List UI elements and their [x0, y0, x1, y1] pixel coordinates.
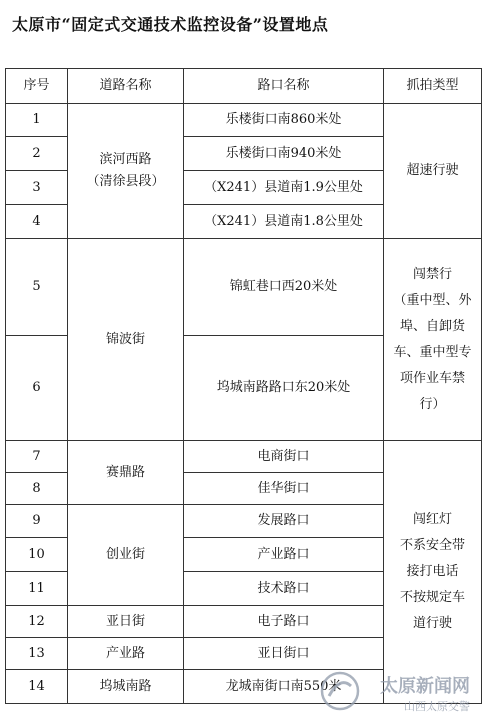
row-intersection: 乐楼街口南860米处 — [184, 104, 384, 137]
table-row — [6, 441, 482, 473]
row-intersection: 产业路口 — [184, 538, 384, 572]
type-line: 项作业车禁 — [399, 370, 465, 386]
header-no: 序号 — [6, 69, 68, 104]
row-intersection: 技术路口 — [184, 572, 384, 606]
watermark-site-name: 太原新闻网 — [380, 676, 470, 697]
type-line: 道行驶 — [412, 616, 452, 631]
row-intersection: （X241）县道南1.8公里处 — [184, 205, 384, 239]
type-line: 闯禁行 — [412, 266, 452, 282]
table-row — [6, 239, 482, 336]
row-intersection: 电子路口 — [184, 606, 384, 638]
row-intersection: （X241）县道南1.9公里处 — [184, 171, 384, 205]
road-yari: 亚日街 — [68, 606, 184, 638]
header-capture-type: 抓拍类型 — [384, 69, 482, 104]
row-intersection: 坞城南路路口东20米处 — [184, 336, 384, 441]
page-title: 太原市“固定式交通技术监控设备”设置地点 — [12, 15, 329, 34]
locations-table — [5, 68, 482, 704]
header-road: 道路名称 — [68, 69, 184, 104]
type-line: （重中型、外 — [393, 292, 472, 308]
type-speeding: 超速行驶 — [384, 104, 482, 239]
road-label: 滨河西路 — [99, 152, 152, 167]
type-line: 埠、自卸货 — [399, 318, 465, 334]
table-header-row — [6, 69, 482, 104]
row-intersection: 电商街口 — [184, 441, 384, 473]
road-binhe — [68, 104, 184, 239]
row-no: 9 — [6, 505, 68, 538]
row-no: 2 — [6, 137, 68, 171]
row-intersection: 龙城南街口南550米 — [184, 670, 384, 704]
row-no: 8 — [6, 473, 68, 505]
row-no: 4 — [6, 205, 68, 239]
row-no: 6 — [6, 336, 68, 441]
news-logo-icon — [319, 670, 361, 712]
type-line: 车、重中型专 — [393, 344, 472, 360]
type-line: 不按规定车 — [399, 590, 465, 605]
road-wucheng: 坞城南路 — [68, 670, 184, 704]
row-no: 12 — [6, 606, 68, 638]
row-intersection: 锦虹巷口西20米处 — [184, 239, 384, 336]
row-no: 3 — [6, 171, 68, 205]
row-intersection: 佳华街口 — [184, 473, 384, 505]
road-chuangye: 创业街 — [68, 505, 184, 606]
watermark-source: 山西太原交警 — [404, 700, 470, 713]
type-restricted — [384, 239, 482, 441]
header-intersection: 路口名称 — [184, 69, 384, 104]
watermark — [315, 670, 480, 718]
road-saiding: 赛鼎路 — [68, 441, 184, 505]
row-no: 14 — [6, 670, 68, 704]
table-row — [6, 104, 482, 137]
row-intersection: 亚日街口 — [184, 638, 384, 670]
road-sublabel: （清徐县段） — [86, 174, 165, 189]
road-jinbo: 锦波街 — [68, 239, 184, 441]
row-no: 11 — [6, 572, 68, 606]
type-line: 不系安全带 — [399, 538, 465, 553]
type-line: 行） — [419, 396, 446, 412]
row-no: 5 — [6, 239, 68, 336]
row-intersection: 乐楼街口南940米处 — [184, 137, 384, 171]
type-line: 闯红灯 — [412, 512, 452, 527]
row-no: 13 — [6, 638, 68, 670]
type-line: 接打电话 — [406, 564, 459, 579]
row-no: 10 — [6, 538, 68, 572]
road-chanye: 产业路 — [68, 638, 184, 670]
row-no: 7 — [6, 441, 68, 473]
type-violations — [384, 441, 482, 704]
row-intersection: 发展路口 — [184, 505, 384, 538]
row-no: 1 — [6, 104, 68, 137]
